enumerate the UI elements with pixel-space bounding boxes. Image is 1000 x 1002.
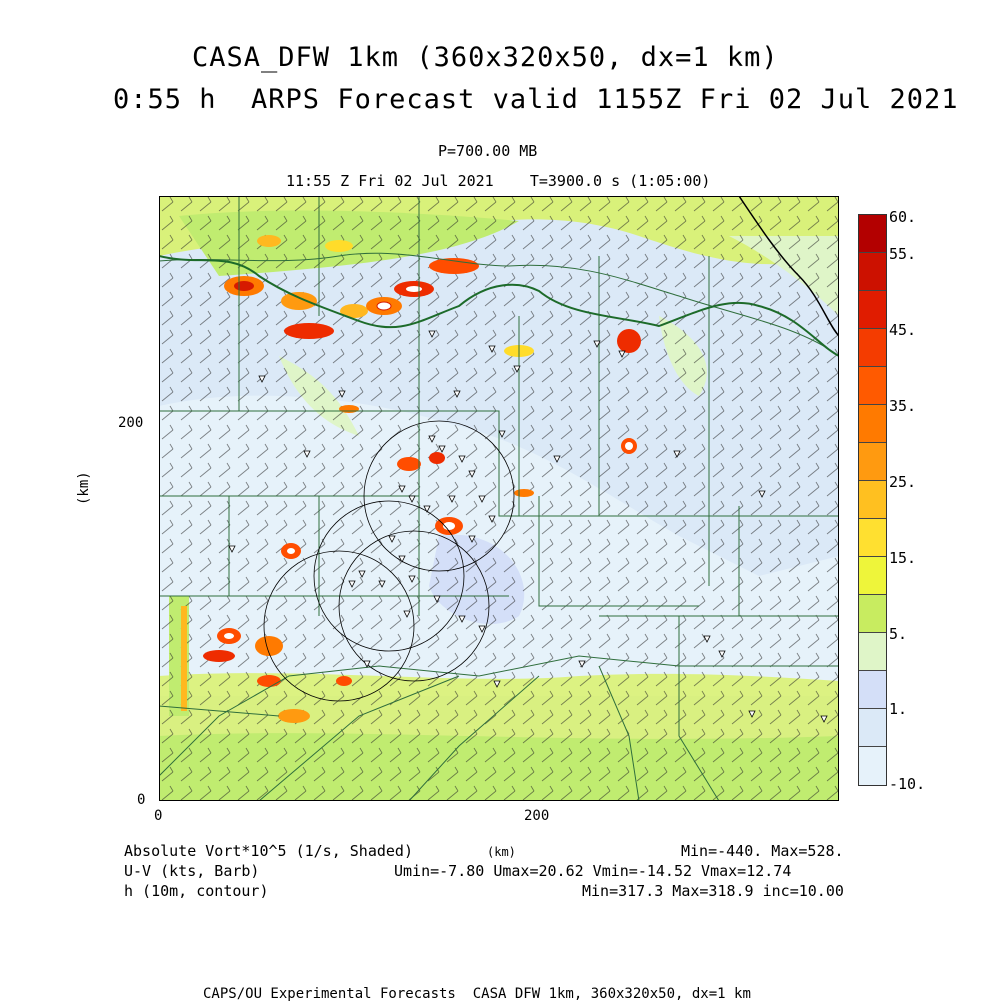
colorbar-swatch	[859, 215, 886, 253]
field-shaded-label: Absolute Vort*10^5 (1/s, Shaded)	[124, 842, 413, 860]
colorbar-swatch	[859, 329, 886, 367]
colorbar-swatch	[859, 291, 886, 329]
colorbar-label-5: 5.	[889, 625, 908, 643]
colorbar-swatch	[859, 367, 886, 405]
colorbar-swatch	[859, 443, 886, 481]
colorbar-label-15: 15.	[889, 549, 917, 567]
colorbar-swatch	[859, 253, 886, 291]
colorbar-label-45: 45.	[889, 321, 917, 339]
shaded-min-max: Min=-440. Max=528.	[681, 842, 844, 860]
field-contour-label: h (10m, contour)	[124, 882, 269, 900]
field-barb-label: U-V (kts, Barb)	[124, 862, 260, 880]
colorbar-swatch	[859, 633, 886, 671]
colorbar-label-55: 55.	[889, 245, 917, 263]
colorbar-swatch	[859, 709, 886, 747]
y-tick-200: 200	[118, 415, 144, 431]
colorbar-swatch	[859, 557, 886, 595]
colorbar-label-35: 35.	[889, 397, 917, 415]
colorbar-label-25: 25.	[889, 473, 917, 491]
vorticity-map	[159, 196, 839, 801]
pressure-level: P=700.00 MB	[438, 142, 538, 160]
colorbar-swatch	[859, 595, 886, 633]
x-tick-0: 0	[154, 808, 163, 824]
contour-min-max: Min=317.3 Max=318.9 inc=10.00	[582, 882, 844, 900]
wind-min-max: Umin=-7.80 Umax=20.62 Vmin=-14.52 Vmax=12.74	[394, 862, 792, 880]
colorbar-label-60: 60.	[889, 208, 917, 226]
valid-time: 11:55 Z Fri 02 Jul 2021 T=3900.0 s (1:05:00)	[286, 172, 711, 190]
colorbar-swatch	[859, 671, 886, 709]
colorbar-swatch	[859, 405, 886, 443]
colorbar	[858, 214, 887, 786]
colorbar-label-min: -10.	[889, 775, 926, 793]
colorbar-swatch	[859, 481, 886, 519]
credit-line: CAPS/OU Experimental Forecasts CASA DFW 1km, 360x320x50, dx=1 km	[203, 986, 751, 1002]
y-tick-0: 0	[137, 792, 146, 808]
x-axis-label: (km)	[487, 845, 516, 859]
y-axis-label: (km)	[76, 471, 92, 505]
title-line-1: CASA_DFW 1km (360x320x50, dx=1 km)	[192, 42, 779, 73]
colorbar-label-1: 1.	[889, 700, 908, 718]
x-tick-200: 200	[524, 808, 550, 824]
colorbar-swatch	[859, 747, 886, 785]
title-line-2: 0:55 h ARPS Forecast valid 1155Z Fri 02 Jul 2021	[113, 84, 959, 115]
colorbar-swatch	[859, 519, 886, 557]
